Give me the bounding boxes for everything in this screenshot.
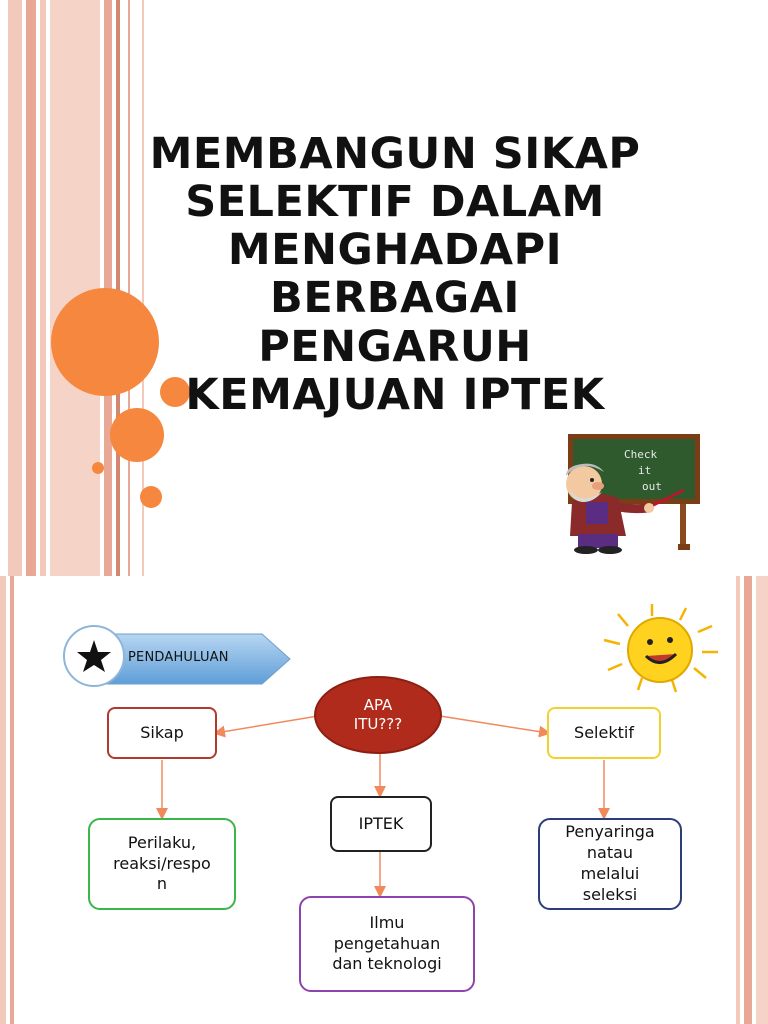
title-line: SELEKTIF DALAM [185, 177, 605, 228]
node-text: natau [586, 843, 634, 863]
arrow [440, 716, 548, 733]
ilmu-node [299, 896, 475, 992]
apa-itu-node [314, 676, 442, 754]
sikap-node [107, 707, 217, 759]
node-text: melalui [580, 864, 640, 883]
chalkboard-text: it [638, 464, 652, 477]
node-text: n [156, 874, 168, 894]
node-text: dan teknologi [332, 954, 442, 974]
node-text: Perilaku, [127, 832, 197, 852]
title-line: BERBAGAI PENGARUH [258, 273, 532, 372]
node-text: ITU??? [353, 715, 403, 733]
title-line: KEMAJUAN IPTEK [185, 369, 605, 420]
node-text: seleksi [582, 884, 638, 904]
iptek-node [330, 796, 432, 852]
node-text: IPTEK [358, 813, 404, 833]
chalkboard-text: out [642, 480, 662, 493]
node-text: reaksi/respo [113, 853, 211, 873]
node-text: Selektif [574, 722, 634, 742]
selektif-node [547, 707, 661, 759]
node-text: Penyaringa [565, 822, 655, 842]
node-text: Sikap [140, 722, 184, 742]
node-text: APA [363, 695, 393, 714]
arrow [216, 716, 318, 733]
perilaku-node [88, 818, 236, 910]
title-line: MENGHADAPI [227, 225, 563, 276]
banner-label: PENDAHULUAN [128, 650, 229, 665]
title-line: MEMBANGUN SIKAP [149, 129, 641, 179]
node-text: Ilmu [369, 912, 405, 932]
penyaringan-node [538, 818, 682, 910]
node-text: pengetahuan [333, 933, 441, 953]
chalkboard-text: Check [624, 448, 658, 461]
